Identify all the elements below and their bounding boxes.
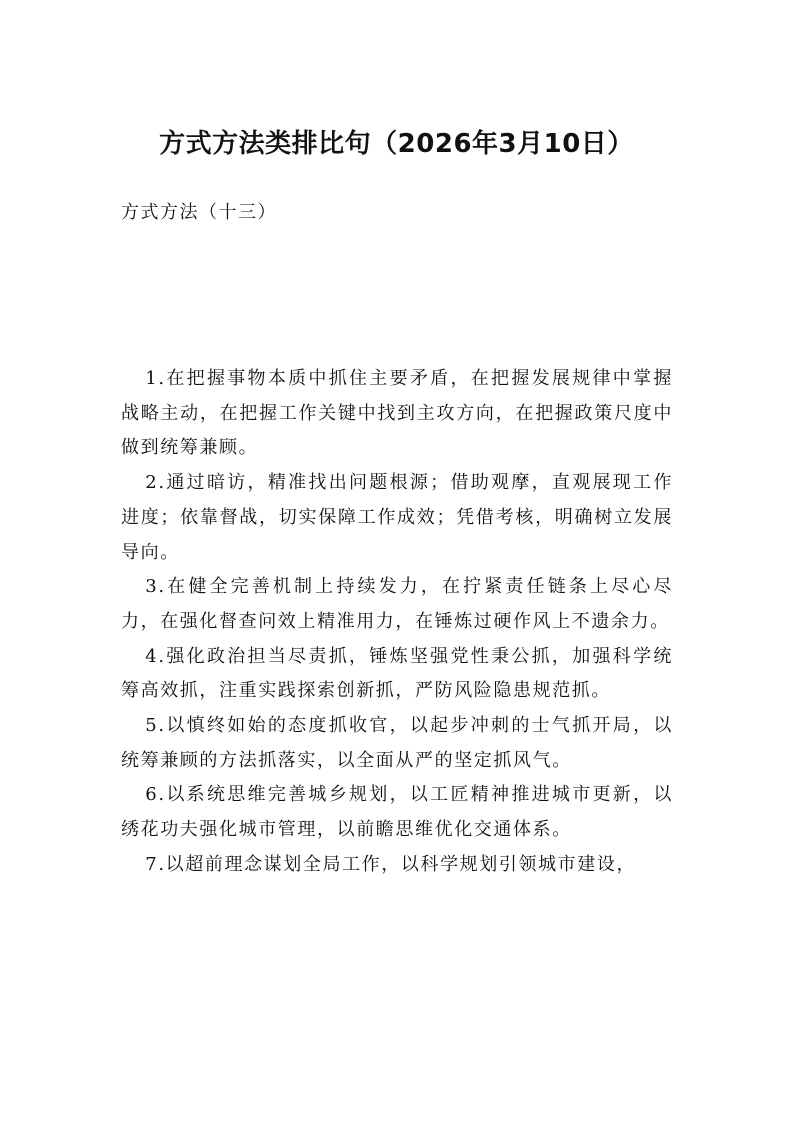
paragraph-6: 6.以系统思维完善城乡规划，以工匠精神推进城市更新，以绣花功夫强化城市管理，以前瞻思维优化交通体系。 xyxy=(121,784,673,841)
document-title: 方式方法类排比句（2026年3月10日） xyxy=(159,129,634,159)
section-heading: 方式方法（十三） xyxy=(121,202,277,223)
paragraph-3: 3.在健全完善机制上持续发力，在拧紧责任链条上尽心尽力，在强化督查问效上精准用力，在锤炼过硬作风上不遗余力。 xyxy=(121,576,673,632)
paragraph-2: 2.通过暗访，精准找出问题根源；借助观摩，直观展现工作进度；依靠督战，切实保障工作成效；凭借考核，明确树立发展导向。 xyxy=(121,472,673,563)
document-body xyxy=(121,362,673,883)
paragraph-7: 7.以超前理念谋划全局工作，以科学规划引领城市建设， xyxy=(145,853,637,875)
paragraph-4: 4.强化政治担当尽责抓，锤炼坚强党性秉公抓，加强科学统筹高效抓，注重实践探索创新抓，严防风险隐患规范抓。 xyxy=(121,645,673,702)
paragraph-5: 5.以慎终如始的态度抓收官，以起步冲刺的士气抓开局，以统筹兼顾的方法抓落实，以全面从严的坚定抓风气。 xyxy=(121,715,673,771)
paragraph-1: 1.在把握事物本质中抓住主要矛盾，在把握发展规律中掌握战略主动，在把握工作关键中找到主攻方向，在把握政策尺度中做到统筹兼顾。 xyxy=(121,368,673,459)
